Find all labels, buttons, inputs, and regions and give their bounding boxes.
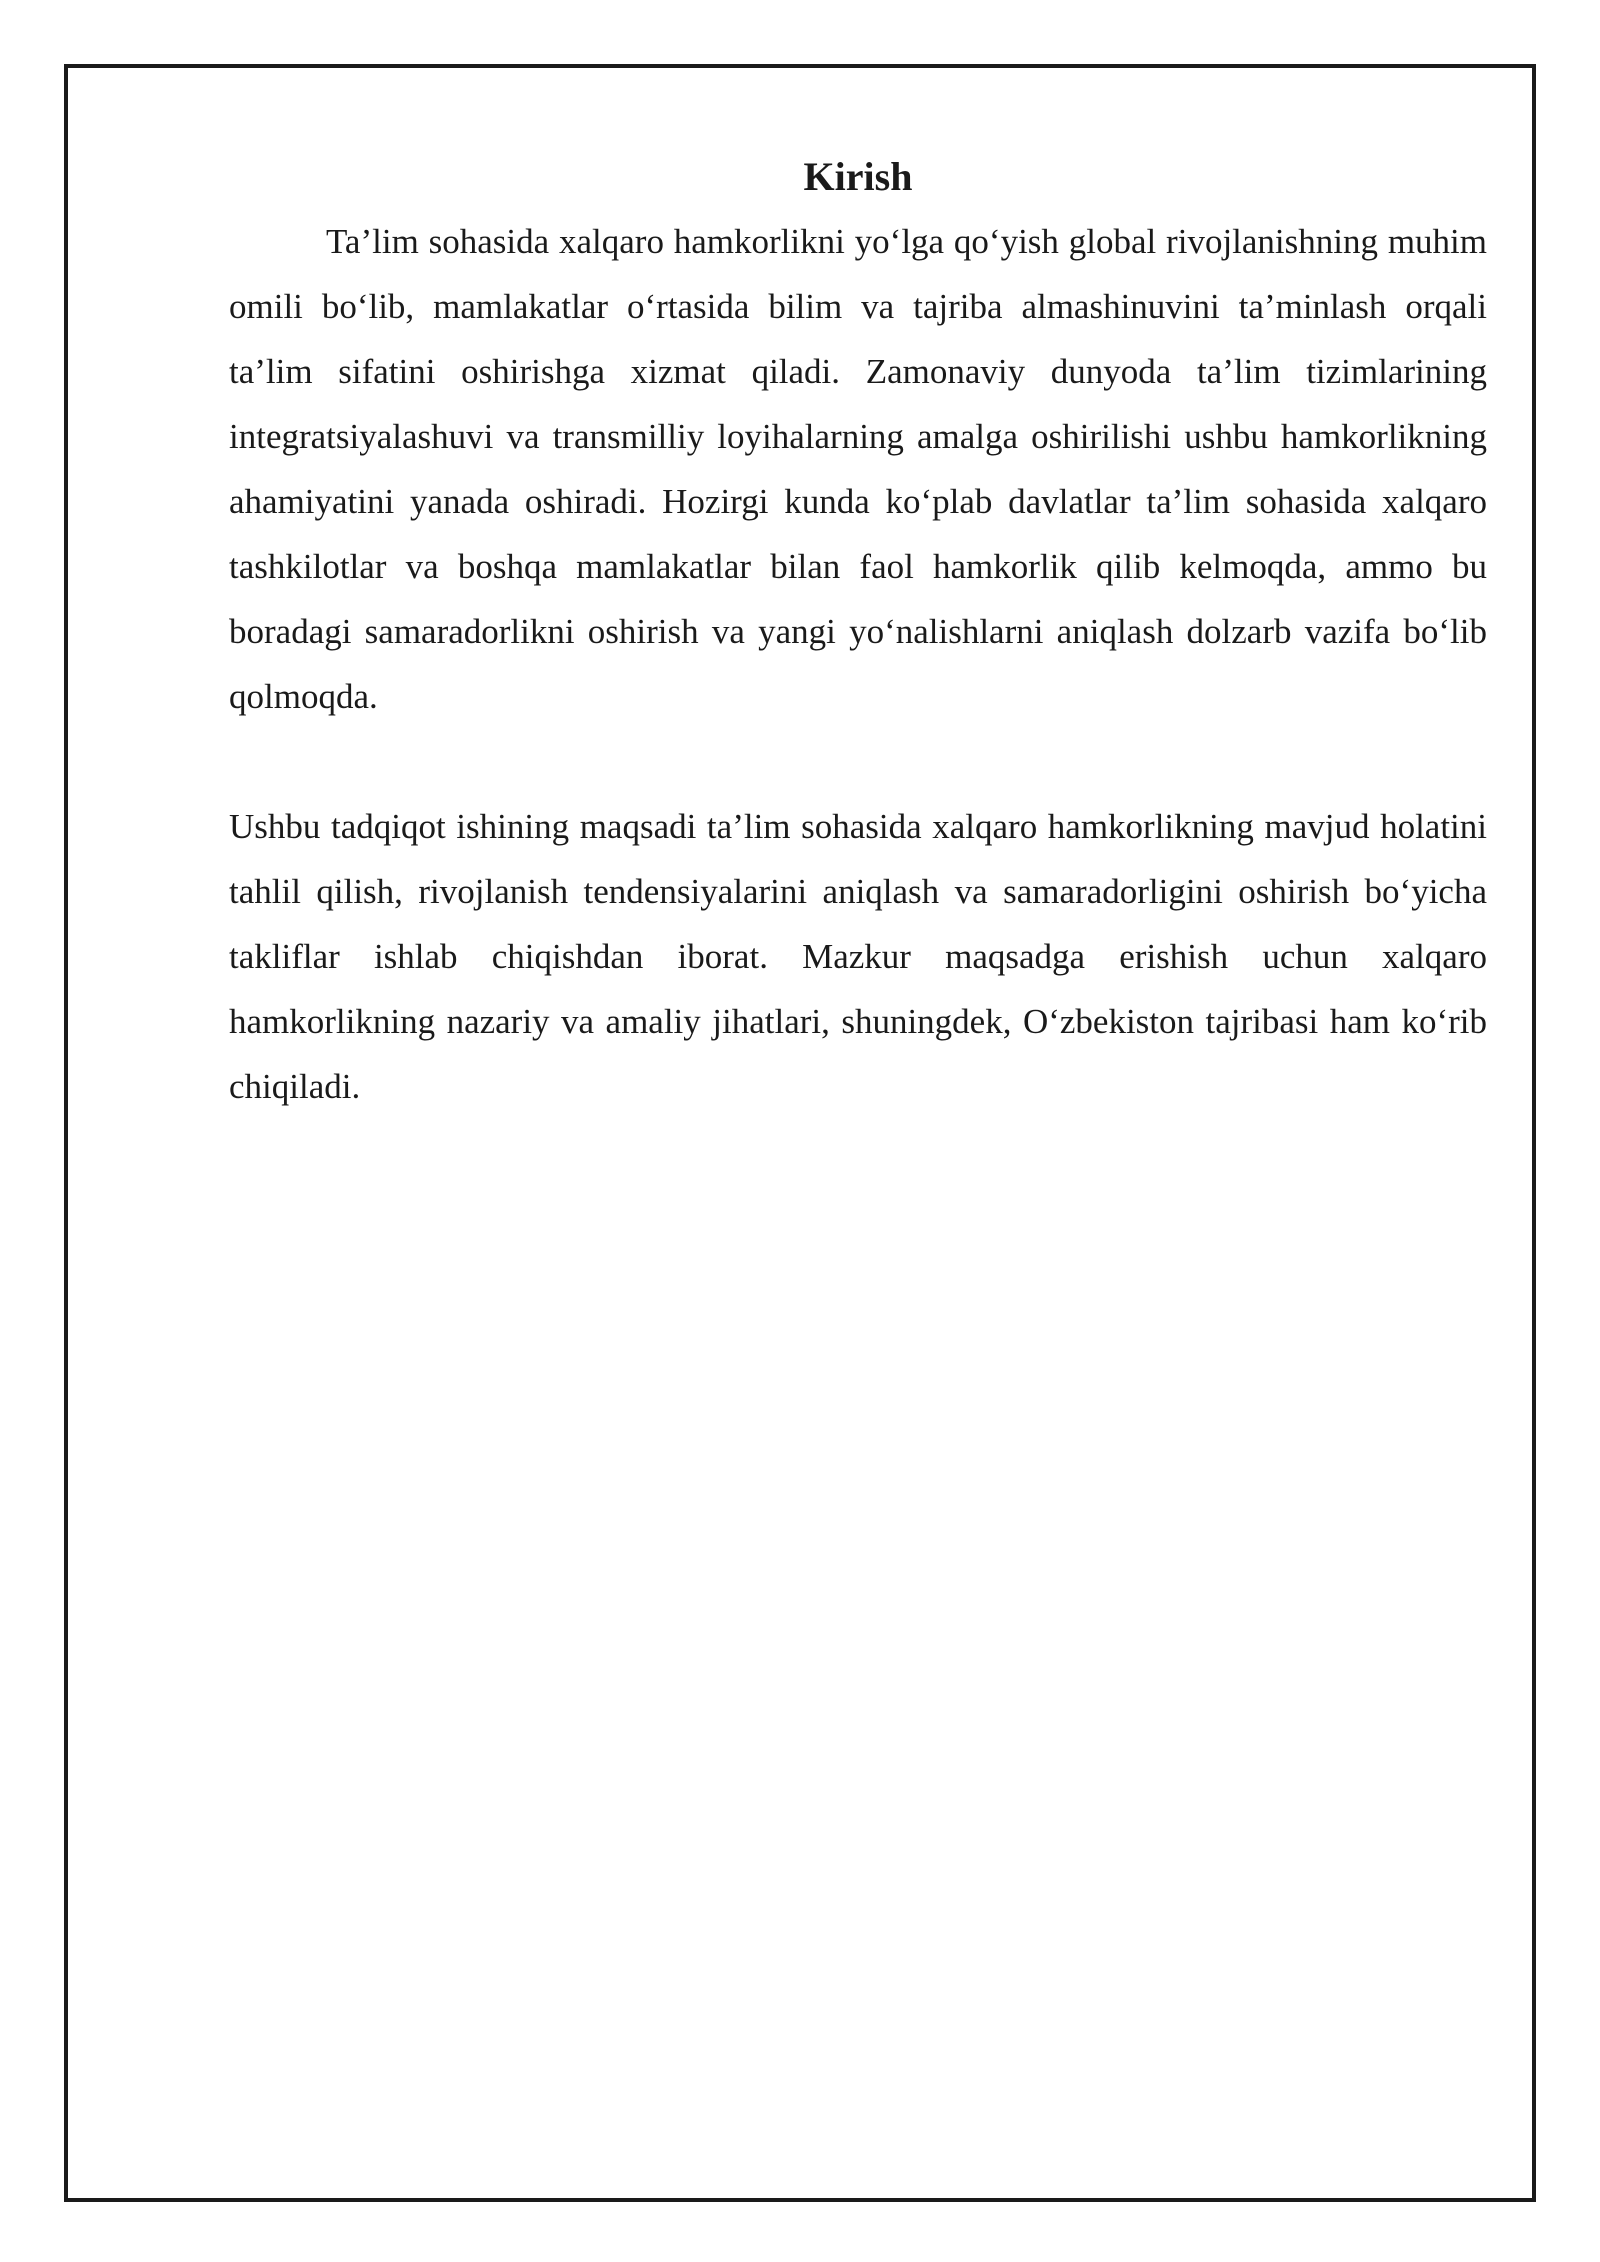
document-body xyxy=(229,145,1487,1119)
paragraph-2: Ushbu tadqiqot ishining maqsadi ta’lim sohasida xalqaro hamkorlikning mavjud holatini tahlil qilish, rivojlanish tendensiyalarini aniqlash va samaradorligini oshirish bo‘yicha takliflar ishlab chiqishdan iborat. Mazkur maqsadga erishish uchun xalqaro hamkorlikning nazariy va amaliy jihatlari, shuningdek, O‘zbekiston tajribasi ham ko‘rib chiqiladi. xyxy=(229,807,1487,1106)
paragraph-1: Ta’lim sohasida xalqaro hamkorlikni yo‘lga qo‘yish global rivojlanishning muhim omili bo‘lib, mamlakatlar o‘rtasida bilim va tajriba almashinuvini ta’minlash orqali ta’lim sifatini oshirishga xizmat qiladi. Zamonaviy dunyoda ta’lim tizimlarining integratsiyalashuvi va transmilliy loyihalarning amalga oshirilishi ushbu hamkorlikning ahamiyatini yanada oshiradi. Hozirgi kunda ko‘plab davlatlar ta’lim sohasida xalqaro tashkilotlar va boshqa mamlakatlar bilan faol hamkorlik qilib kelmoqda, ammo bu boradagi samaradorlikni oshirish va yangi yo‘nalishlarni aniqlash dolzarb vazifa bo‘lib qolmoqda. xyxy=(229,222,1487,716)
document-title: Kirish xyxy=(803,154,913,199)
